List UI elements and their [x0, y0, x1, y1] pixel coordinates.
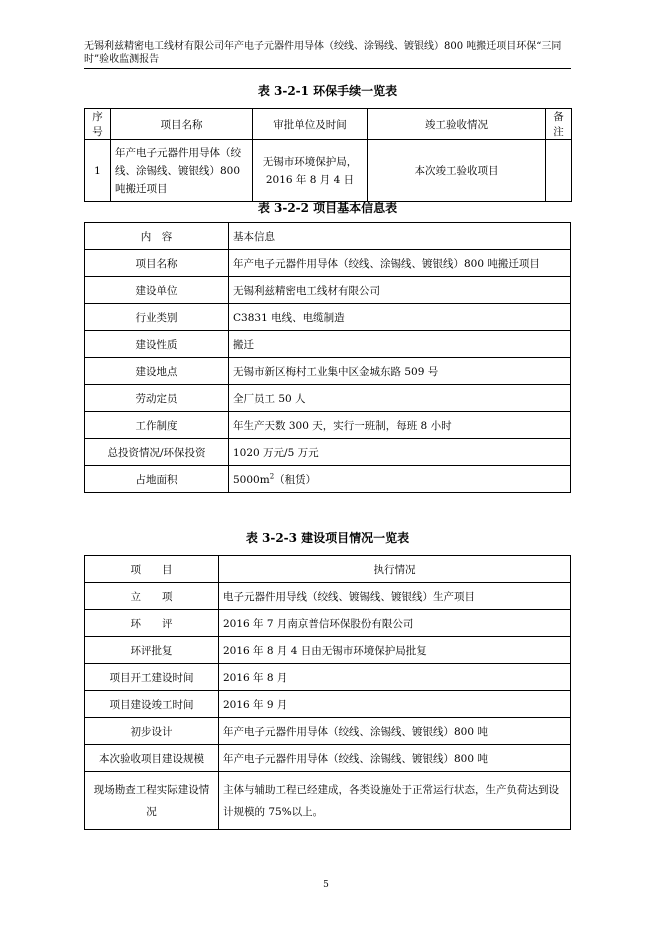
- row-label: 立 项: [85, 583, 219, 610]
- row-label: 总投资情况/环保投资: [85, 439, 229, 466]
- row-label: 项目建设竣工时间: [85, 691, 219, 718]
- row-value: 年产电子元器件用导体（绞线、涂锡线、镀银线）800 吨: [219, 718, 571, 745]
- table-row: [85, 718, 571, 745]
- row-label: 行业类别: [85, 304, 229, 331]
- col-header-item: 项 目: [85, 556, 219, 583]
- table-row: [85, 277, 571, 304]
- table-row: [85, 610, 571, 637]
- table-row: [85, 331, 571, 358]
- row-value: 2016 年 8 月 4 日由无锡市环境保护局批复: [219, 637, 571, 664]
- col-header-content: 内 容: [85, 223, 229, 250]
- table1-env-procedures: [84, 108, 572, 202]
- row-value: 搬迁: [229, 331, 571, 358]
- row-label: 工作制度: [85, 412, 229, 439]
- row-label: 建设单位: [85, 277, 229, 304]
- row-value: 2016 年 8 月: [219, 664, 571, 691]
- row-value: 1020 万元/5 万元: [229, 439, 571, 466]
- row-label: 项目开工建设时间: [85, 664, 219, 691]
- table-row: [85, 412, 571, 439]
- table-row: [85, 439, 571, 466]
- table-row: [85, 664, 571, 691]
- table-row: [85, 691, 571, 718]
- table-row: [85, 358, 571, 385]
- row-value: 年产电子元器件用导体（绞线、涂锡线、镀银线）800 吨: [219, 745, 571, 772]
- table-row: [85, 466, 571, 493]
- area-note: （租赁）: [274, 473, 317, 486]
- row-value: 2016 年 7 月南京普信环保股份有限公司: [219, 610, 571, 637]
- table2-header-row: [85, 223, 571, 250]
- row-label: 本次验收项目建设规模: [85, 745, 219, 772]
- table-row: [85, 745, 571, 772]
- table-row: [85, 250, 571, 277]
- row-value: 无锡利兹精密电工线材有限公司: [229, 277, 571, 304]
- table1-header-row: [85, 109, 572, 140]
- table-row: [85, 385, 571, 412]
- col-header-acceptance: 竣工验收情况: [368, 109, 546, 140]
- cell-name: 年产电子元器件用导体（绞线、涂锡线、镀银线）800 吨搬迁项目: [111, 140, 253, 202]
- col-header-status: 执行情况: [219, 556, 571, 583]
- page-number: 5: [323, 880, 329, 890]
- row-value: 2016 年 9 月: [219, 691, 571, 718]
- col-header-name: 项目名称: [111, 109, 253, 140]
- cell-approval: 无锡市环境保护局，2016 年 8 月 4 日: [253, 140, 368, 202]
- row-label: 环 评: [85, 610, 219, 637]
- table-row: [85, 583, 571, 610]
- header-rule: [84, 68, 571, 69]
- row-label: 项目名称: [85, 250, 229, 277]
- row-value: 年生产天数 300 天，实行一班制，每班 8 小时: [229, 412, 571, 439]
- row-value: 无锡市新区梅村工业集中区金城东路 509 号: [229, 358, 571, 385]
- row-label: 建设性质: [85, 331, 229, 358]
- row-value: C3831 电线、电缆制造: [229, 304, 571, 331]
- running-header: 无锡利兹精密电工线材有限公司年产电子元器件用导体（绞线、涂锡线、镀银线）800 吨搬迁项目环保“三同时”验收监测报告: [84, 41, 562, 65]
- col-header-remark: 备注: [546, 109, 572, 140]
- col-header-info: 基本信息: [229, 223, 571, 250]
- table2-title: 表 3-2-2 项目基本信息表: [257, 201, 398, 215]
- cell-remark: [546, 140, 572, 202]
- row-value: 全厂员工 50 人: [229, 385, 571, 412]
- table-row: [85, 637, 571, 664]
- row-label: 环评批复: [85, 637, 219, 664]
- table-row: [85, 304, 571, 331]
- table2-basic-info: [84, 222, 571, 493]
- row-label: 劳动定员: [85, 385, 229, 412]
- row-value: 电子元器件用导线（绞线、镀锡线、镀银线）生产项目: [219, 583, 571, 610]
- area-value: 5000m: [233, 473, 270, 486]
- cell-no: 1: [85, 140, 111, 202]
- row-label: 占地面积: [85, 466, 229, 493]
- row-label: 初步设计: [85, 718, 219, 745]
- row-value: 年产电子元器件用导体（绞线、涂锡线、镀银线）800 吨搬迁项目: [229, 250, 571, 277]
- table3-title: 表 3-2-3 建设项目情况一览表: [245, 531, 410, 545]
- cell-acceptance: 本次竣工验收项目: [368, 140, 546, 202]
- row-value: 主体与辅助工程已经建成，各类设施处于正常运行状态，生产负荷达到设计规模的 75%以上。: [219, 772, 571, 830]
- area-unit-exponent: 2: [269, 472, 275, 480]
- col-header-no: 序号: [85, 109, 111, 140]
- table1-title: 表 3-2-1 环保手续一览表: [257, 84, 398, 98]
- row-value: [229, 466, 571, 493]
- row-label: 现场勘查工程实际建设情况: [85, 772, 219, 830]
- row-label: 建设地点: [85, 358, 229, 385]
- table3-project-status: [84, 555, 571, 830]
- table3-header-row: [85, 556, 571, 583]
- table-row: [85, 772, 571, 830]
- table-row: [85, 140, 572, 202]
- col-header-approval: 审批单位及时间: [253, 109, 368, 140]
